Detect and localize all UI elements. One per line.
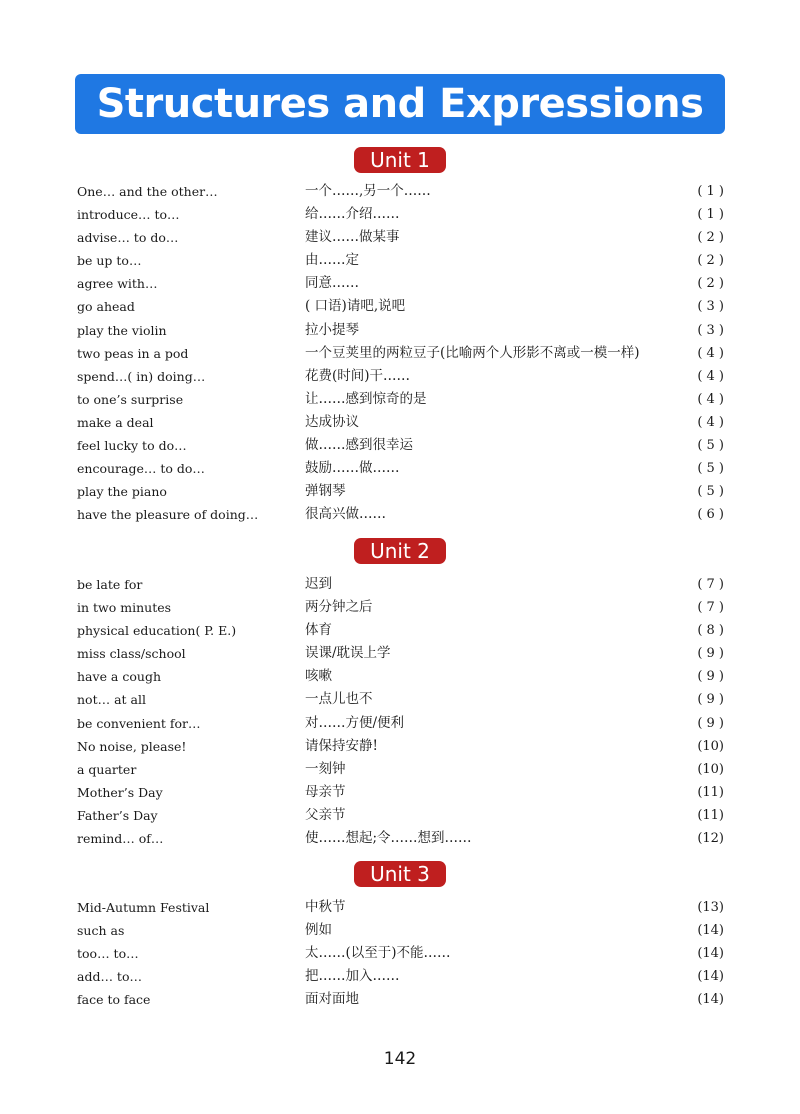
list-item xyxy=(0,896,800,919)
page-ref: (11) xyxy=(697,807,724,823)
english-phrase: play the piano xyxy=(77,484,167,500)
english-phrase: Mother’s Day xyxy=(77,784,163,800)
english-phrase: advise… to do… xyxy=(77,230,179,246)
chinese-meaning: 做……感到很幸运 xyxy=(305,437,413,454)
chinese-meaning: 让……感到惊奇的是 xyxy=(305,390,427,407)
unit-badge: Unit 3 xyxy=(354,861,446,887)
chinese-meaning: 由……定 xyxy=(305,252,359,269)
page-ref: ( 7 ) xyxy=(697,577,724,592)
unit-2-list xyxy=(0,573,800,850)
page-ref: ( 5 ) xyxy=(697,438,724,454)
page-number: 142 xyxy=(383,1049,417,1069)
unit-3-list xyxy=(0,896,800,1011)
english-phrase: be convenient for… xyxy=(77,715,201,731)
list-item xyxy=(0,226,800,249)
chinese-meaning: 父亲节 xyxy=(305,806,346,823)
chinese-meaning: 一刻钟 xyxy=(305,760,346,777)
page-ref: ( 4 ) xyxy=(697,414,724,430)
list-item xyxy=(0,180,800,203)
list-item xyxy=(0,249,800,272)
english-phrase: have the pleasure of doing… xyxy=(77,507,259,523)
english-phrase: spend…( in) doing… xyxy=(77,368,206,384)
page-ref: ( 9 ) xyxy=(697,692,724,708)
page-title: Structures and Expressions xyxy=(96,81,704,127)
page-ref: (10) xyxy=(697,738,724,754)
unit-1-list xyxy=(0,180,800,526)
page-ref: ( 3 ) xyxy=(697,322,724,338)
page-ref: ( 9 ) xyxy=(697,669,724,685)
english-phrase: introduce… to… xyxy=(77,207,180,223)
page-ref: ( 8 ) xyxy=(697,623,724,639)
english-phrase: play the violin xyxy=(77,322,167,338)
list-item xyxy=(0,203,800,226)
page-ref: ( 2 ) xyxy=(697,230,724,246)
chinese-meaning: 一个豆荚里的两粒豆子(比喻两个人形影不离或一模一样) xyxy=(305,344,640,361)
page-ref: ( 4 ) xyxy=(697,368,724,384)
chinese-meaning: 一个……,另一个…… xyxy=(305,183,431,199)
english-phrase: Father’s Day xyxy=(77,807,158,823)
list-item xyxy=(0,827,800,850)
english-phrase: remind… of… xyxy=(77,831,164,847)
english-phrase: such as xyxy=(77,923,125,939)
unit-3-header xyxy=(0,861,800,887)
chinese-meaning: 体育 xyxy=(305,622,332,639)
english-phrase: encourage… to do… xyxy=(77,461,205,477)
english-phrase: go ahead xyxy=(77,299,135,315)
page-ref: ( 9 ) xyxy=(697,715,724,731)
english-phrase: be up to… xyxy=(77,253,142,269)
chinese-meaning: 对……方便/便利 xyxy=(305,714,405,731)
page-ref: (11) xyxy=(697,784,724,800)
title-banner xyxy=(75,74,725,134)
list-item xyxy=(0,688,800,711)
list-item xyxy=(0,411,800,434)
english-phrase: to one’s surprise xyxy=(77,391,184,407)
list-item xyxy=(0,388,800,411)
english-phrase: be late for xyxy=(77,577,143,592)
chinese-meaning: 建议……做某事 xyxy=(305,229,400,246)
english-phrase: make a deal xyxy=(77,414,154,430)
page-ref: ( 5 ) xyxy=(697,461,724,477)
list-item xyxy=(0,988,800,1011)
english-phrase: add… to… xyxy=(77,969,142,985)
page-ref: (12) xyxy=(697,831,724,847)
list-item xyxy=(0,758,800,781)
unit-badge: Unit 2 xyxy=(354,538,446,564)
list-item xyxy=(0,965,800,988)
list-item xyxy=(0,735,800,758)
chinese-meaning: 面对面地 xyxy=(305,991,359,1008)
list-item xyxy=(0,365,800,388)
chinese-meaning: 把……加入…… xyxy=(305,968,400,985)
list-item xyxy=(0,596,800,619)
chinese-meaning: 弹钢琴 xyxy=(305,483,346,500)
chinese-meaning: 太……(以至于)不能…… xyxy=(305,945,451,962)
list-item xyxy=(0,781,800,804)
chinese-meaning: 很高兴做…… xyxy=(305,506,386,523)
english-phrase: not… at all xyxy=(77,692,146,708)
english-phrase: physical education( P. E.) xyxy=(77,623,237,639)
list-item xyxy=(0,272,800,295)
page-ref: ( 1 ) xyxy=(697,184,724,199)
chinese-meaning: 达成协议 xyxy=(305,413,359,430)
page-ref: ( 2 ) xyxy=(697,253,724,269)
chinese-meaning: 迟到 xyxy=(305,576,332,592)
list-item xyxy=(0,319,800,342)
chinese-meaning: 请保持安静! xyxy=(305,737,378,754)
english-phrase: feel lucky to do… xyxy=(77,438,187,454)
english-phrase: two peas in a pod xyxy=(77,345,189,361)
chinese-meaning: 母亲节 xyxy=(305,783,346,800)
list-item xyxy=(0,480,800,503)
list-item xyxy=(0,342,800,365)
english-phrase: miss class/school xyxy=(77,646,186,662)
chinese-meaning: ( 口语)请吧,说吧 xyxy=(305,298,406,315)
page-ref: ( 2 ) xyxy=(697,276,724,292)
list-item xyxy=(0,619,800,642)
page-ref: ( 9 ) xyxy=(697,646,724,662)
page-ref: ( 5 ) xyxy=(697,484,724,500)
chinese-meaning: 咳嗽 xyxy=(305,668,332,685)
list-item xyxy=(0,573,800,596)
list-item xyxy=(0,642,800,665)
list-item xyxy=(0,919,800,942)
english-phrase: Mid-Autumn Festival xyxy=(77,900,210,915)
chinese-meaning: 误课/耽误上学 xyxy=(305,645,391,662)
chinese-meaning: 一点儿也不 xyxy=(305,691,373,708)
chinese-meaning: 两分钟之后 xyxy=(305,599,373,616)
list-item xyxy=(0,665,800,688)
list-item xyxy=(0,942,800,965)
english-phrase: in two minutes xyxy=(77,600,172,616)
english-phrase: No noise, please! xyxy=(77,738,187,754)
english-phrase: face to face xyxy=(77,992,151,1008)
english-phrase: One… and the other… xyxy=(77,184,218,199)
list-item xyxy=(0,295,800,318)
chinese-meaning: 例如 xyxy=(305,922,332,939)
chinese-meaning: 使……想起;令……想到…… xyxy=(305,830,472,847)
unit-badge: Unit 1 xyxy=(354,147,446,173)
page-ref: (13) xyxy=(697,900,724,915)
list-item xyxy=(0,434,800,457)
chinese-meaning: 花费(时间)干…… xyxy=(305,367,411,384)
english-phrase: a quarter xyxy=(77,761,137,777)
chinese-meaning: 中秋节 xyxy=(305,899,346,915)
page-ref: (10) xyxy=(697,761,724,777)
unit-1-header xyxy=(0,147,800,173)
chinese-meaning: 拉小提琴 xyxy=(305,321,359,338)
chinese-meaning: 给……介绍…… xyxy=(305,206,400,223)
list-item xyxy=(0,804,800,827)
unit-2-header xyxy=(0,538,800,564)
page-ref: (14) xyxy=(697,992,724,1008)
page-ref: ( 1 ) xyxy=(697,207,724,223)
list-item xyxy=(0,457,800,480)
page-ref: ( 7 ) xyxy=(697,600,724,616)
list-item xyxy=(0,503,800,526)
page-ref: (14) xyxy=(697,946,724,962)
page-ref: ( 6 ) xyxy=(697,507,724,523)
page-ref: ( 4 ) xyxy=(697,345,724,361)
chinese-meaning: 同意…… xyxy=(305,275,359,292)
english-phrase: have a cough xyxy=(77,669,161,685)
page-ref: ( 3 ) xyxy=(697,299,724,315)
page-ref: (14) xyxy=(697,969,724,985)
chinese-meaning: 鼓励……做…… xyxy=(305,460,400,477)
list-item xyxy=(0,712,800,735)
page-ref: (14) xyxy=(697,923,724,939)
page-ref: ( 4 ) xyxy=(697,391,724,407)
english-phrase: agree with… xyxy=(77,276,158,292)
english-phrase: too… to… xyxy=(77,946,139,962)
